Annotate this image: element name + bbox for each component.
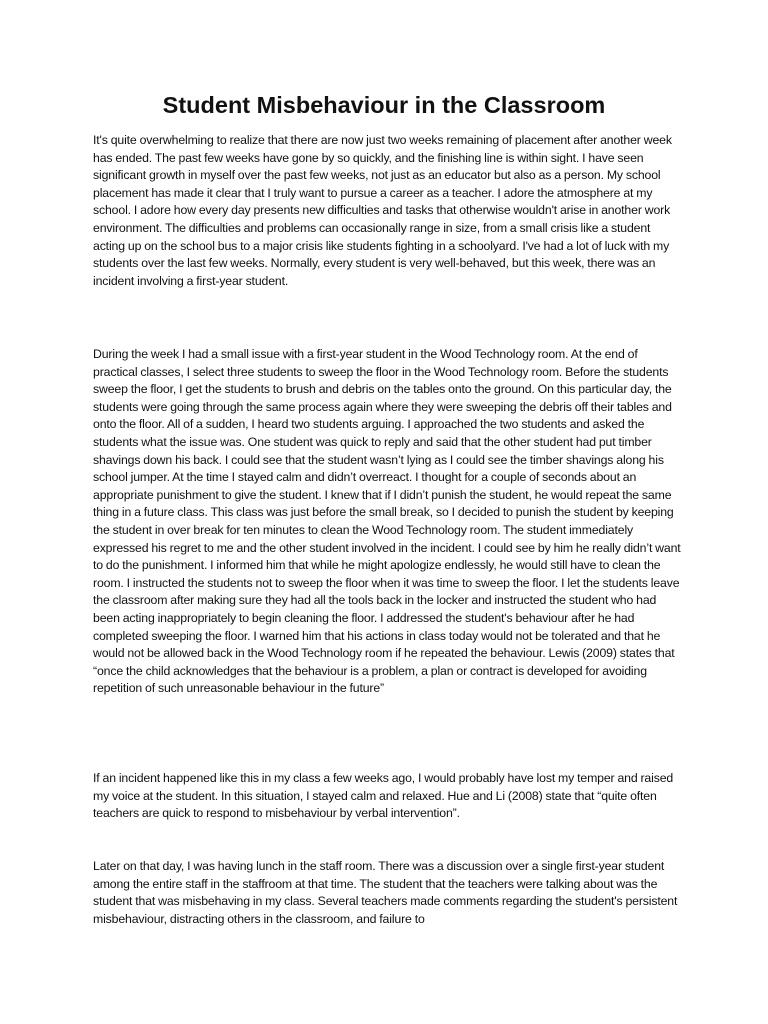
paragraph-reflection: If an incident happened like this in my class a few weeks ago, I would probably have lost my temper and raised my voice at the student. In this situation, I stayed calm and relaxed. Hue and Li (2008) state that “quite often teachers are quick to respond to misbehaviour by verbal intervention”. — [93, 771, 674, 821]
paragraph-intro: It's quite overwhelming to realize that there are now just two weeks remaining of placement after another week has ended. The past few weeks have gone by so quickly, and the finishing line is within sight. I have seen significant growth in myself over the past few weeks, not just as an educator but also as a person. My school placement has made it clear that I truly want to pursue a career as a teacher. I adore the atmosphere at my school. I adore how every day presents new difficulties and tasks that otherwise wouldn't arise in another work environment. The difficulties and problems can occasionally range in size, from a small crisis like a student acting up on the school bus to a major crisis like students fighting in a schoolyard. I've had a lot of luck with my students over the last few weeks. Normally, every student is very well-behaved, but this week, there was an incident involving a first-year student. — [93, 133, 672, 288]
paragraph-incident: During the week I had a small issue with a first-year student in the Wood Technology room. At the end of practical classes, I select three students to sweep the floor in the Wood Technology room. Before the students sweep the floor, I get the students to brush and debris on the tables onto the ground. On this particular day, the students were going through the same process again where they were sweeping the debris off their tables and onto the floor. All of a sudden, I heard two students arguing. I approached the two students and asked the students what the issue was. One student was quick to reply and said that the other student had put timber shavings down his back. I could see that the student wasn’t lying as I could see the timber shavings along his school jumper. At the time I stayed calm and didn’t overreact. I thought for a couple of seconds about an appropriate punishment to give the student. I knew that if I didn’t punish the student, he would repeat the same thing in a future class. This class was just before the small break, so I decided to punish the student by keeping the student in over break for ten minutes to clean the Wood Technology room. The student immediately expressed his regret to me and the other student involved in the incident. I could see by him he really didn’t want to do the punishment. I informed him that while he might apologize endlessly, he would still have to clean the room. I instructed the students not to sweep the floor when it was time to sweep the floor. I let the students leave the classroom after making sure they had all the tools back in the locker and instructed the student who had been acting inappropriately to begin cleaning the floor. I addressed the student's behaviour after he had completed sweeping the floor. I warned him that his actions in class today would not be tolerated and that he would not be allowed back in the Wood Technology room if he repeated the behaviour. Lewis (2009) states that “once the child acknowledges that the behaviour is a problem, a plan or contract is developed for avoiding repetition of such unreasonable behaviour in the future” — [93, 347, 681, 696]
document-title: Student Misbehaviour in the Classroom — [162, 92, 606, 118]
paragraph-staffroom: Later on that day, I was having lunch in the staff room. There was a discussion over a single first-year student among the entire staff in the staffroom at that time. The student that the teachers were talking about was the student that was misbehaving in my class. Several teachers made comments regarding the student's persistent misbehaviour, distracting others in the classroom, and failure to — [93, 859, 678, 926]
